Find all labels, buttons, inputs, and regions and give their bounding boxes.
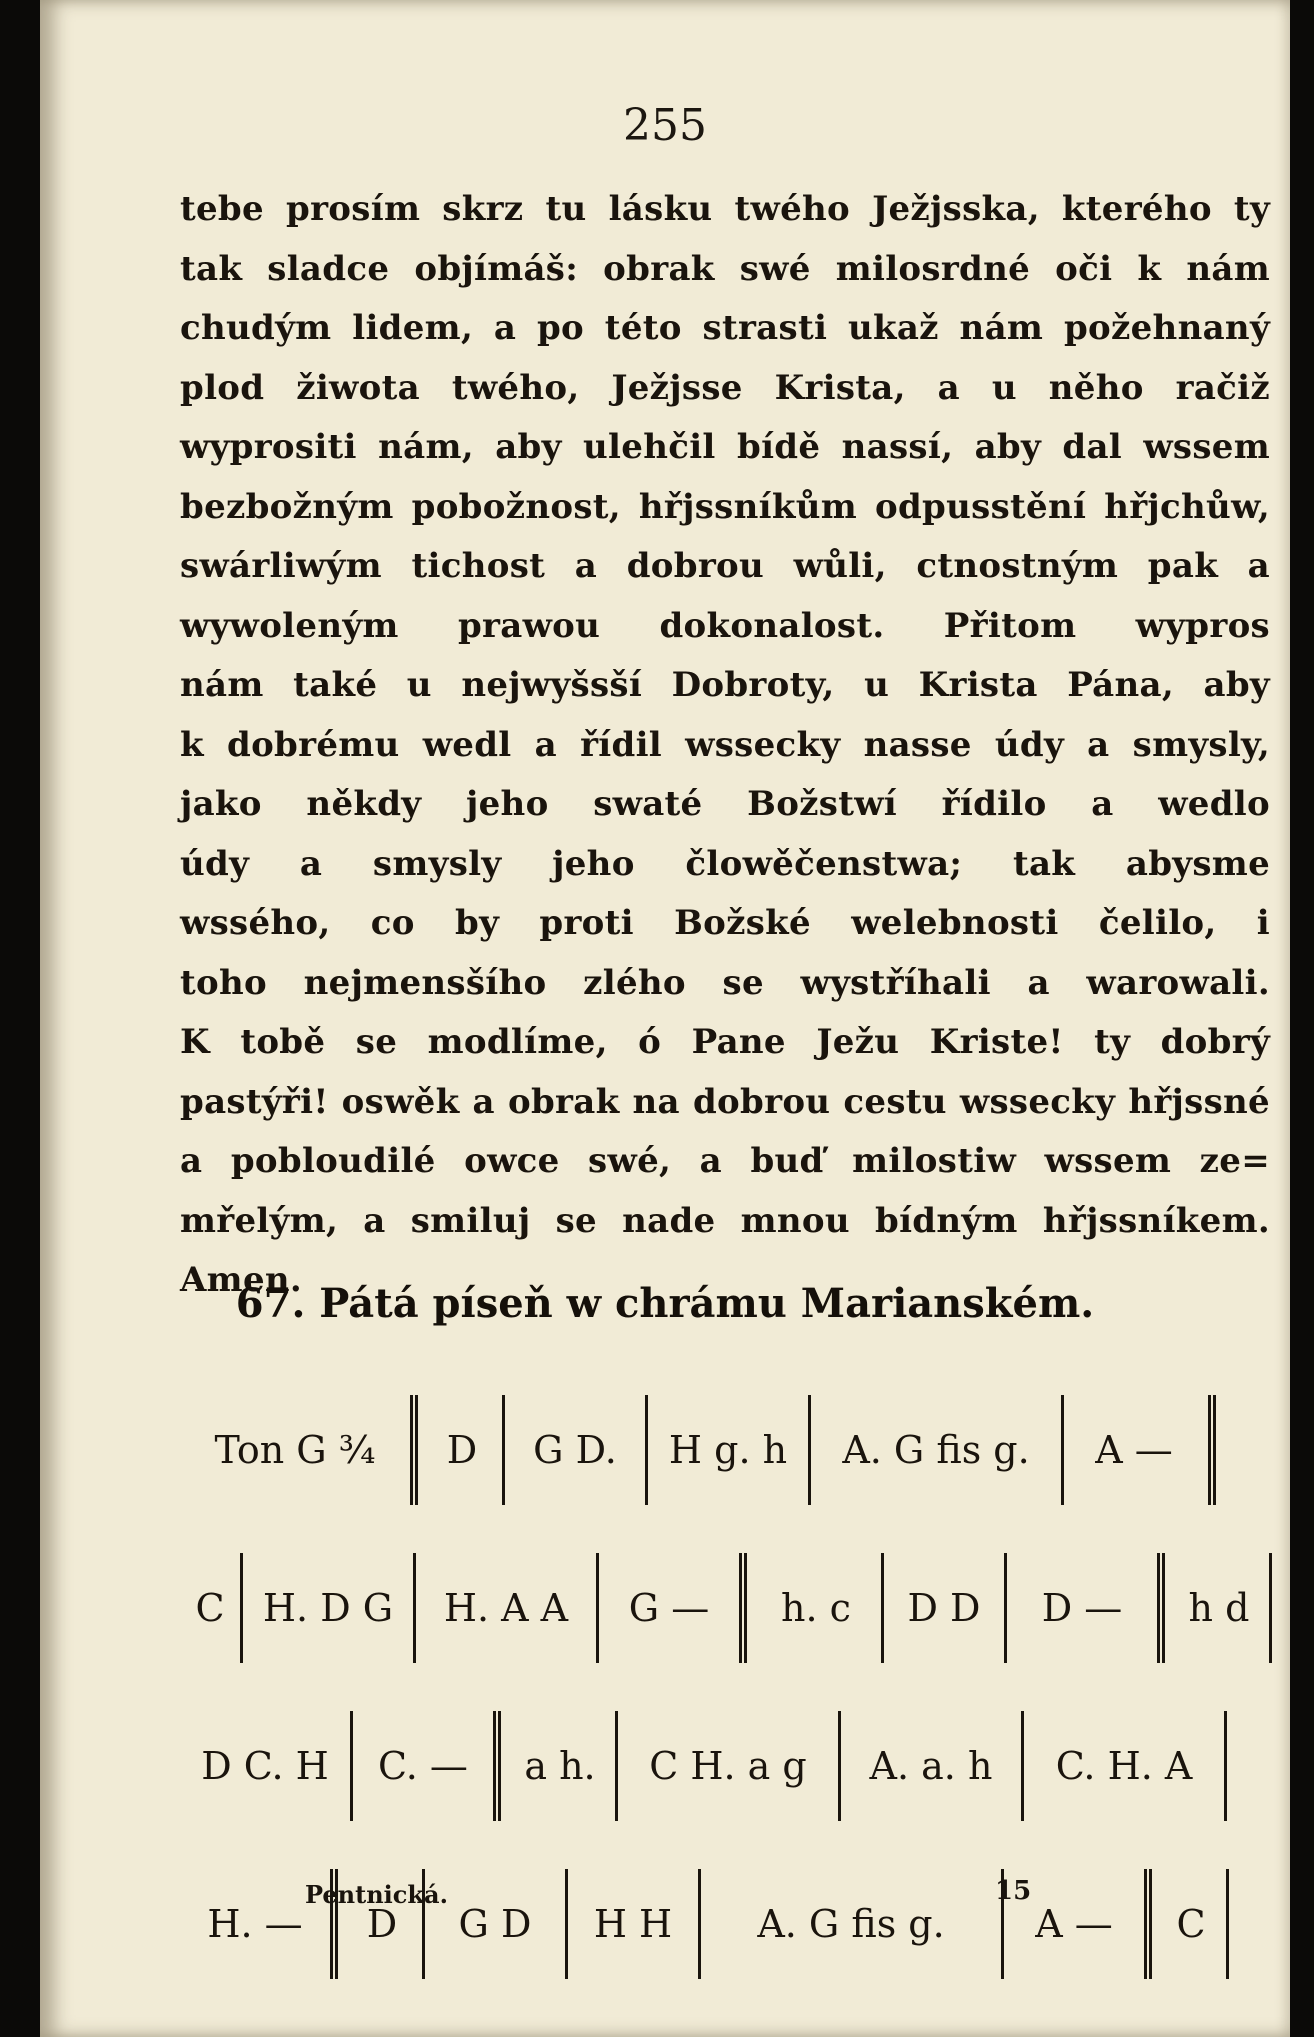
book-page: [40, 0, 1290, 2037]
notation-measure: C H. a g: [615, 1711, 838, 1821]
notation-measure: D: [330, 1869, 422, 1979]
page-number: 255: [623, 100, 707, 151]
notation-measure: A —: [1001, 1869, 1144, 1979]
notation-measure: C: [195, 1586, 225, 1630]
notation-row: [180, 1553, 1300, 1663]
notation-measure: h d: [1157, 1553, 1272, 1663]
notation-measure: A —: [1061, 1395, 1216, 1505]
notation-measure: H g. h: [645, 1395, 808, 1505]
notation-measure: C. H. A: [1021, 1711, 1227, 1821]
text-line: swárliwým tichost a dobrou wůli, ctnostným pak a: [180, 546, 1270, 586]
notation-measure: C. —: [350, 1711, 493, 1821]
text-line: tebe prosím skrz tu lásku twého Ježjsska, kterého ty: [180, 189, 1270, 229]
signature-mark: Pentnická.: [305, 1880, 448, 1909]
prayer-text: [180, 180, 1270, 1311]
notation-measure: H. —: [207, 1902, 303, 1946]
notation-measure: A. G fis g.: [698, 1869, 1001, 1979]
hymn-title: 67. Pátá píseň w chrámu Marianském.: [235, 1280, 1095, 1327]
sheet-number: 15: [995, 1876, 1032, 1906]
notation-measure: D —: [1004, 1553, 1157, 1663]
notation-row: [180, 1711, 1300, 1821]
notation-measure: a h.: [493, 1711, 615, 1821]
text-line: k dobrému wedl a řídil wssecky nasse údy a smysly,: [180, 724, 1270, 765]
notation-measure: A. G fis g.: [808, 1395, 1061, 1505]
text-line: wyprositi nám, aby ulehčil bídě nassí, aby dal wssem: [180, 427, 1270, 467]
notation-measure: Ton G ³⁄₄: [214, 1428, 376, 1472]
notation-measure: h. c: [739, 1553, 881, 1663]
text-line: mřelým, a smiluj se nade mnou bídným hřjssníkem.: [180, 1200, 1270, 1241]
music-notation: [180, 1395, 1300, 2027]
text-line: a pobloudilé owce swé, a buď milostiw wssem ze=: [180, 1141, 1270, 1181]
text-line: chudým lidem, a po této strasti ukaž nám požehnaný: [180, 308, 1270, 348]
notation-row: [180, 1395, 1300, 1505]
text-line: pastýři! oswěk a obrak na dobrou cestu wssecky hřjssné: [180, 1081, 1270, 1122]
text-line: jako někdy jeho swaté Božstwí řídilo a wedlo: [180, 784, 1270, 824]
text-line: tak sladce objímáš: obrak swé milosrdné oči k nám: [180, 248, 1270, 289]
text-line: K tobě se modlíme, ó Pane Ježu Kriste! ty dobrý: [180, 1022, 1270, 1062]
notation-measure: G D.: [502, 1395, 645, 1505]
notation-measure: G —: [596, 1553, 739, 1663]
text-line: toho nejmensšího zlého se wystříhali a warowali.: [180, 962, 1270, 1003]
text-line: údy a smysly jeho člowěčenstwa; tak abysme: [180, 843, 1270, 884]
text-line: wywoleným prawou dokonalost. Přitom wypros: [180, 605, 1270, 646]
text-line: nám také u nejwyšsší Dobroty, u Krista Pána, aby: [180, 665, 1270, 705]
text-line: bezbožným pobožnost, hřjssníkům odpusstění hřjchůw,: [180, 486, 1270, 527]
text-line: wssého, co by proti Božské welebnosti čelilo, i: [180, 903, 1270, 943]
notation-measure: H. D G: [240, 1553, 413, 1663]
notation-measure: H. A A: [413, 1553, 596, 1663]
notation-measure: D D: [881, 1553, 1004, 1663]
notation-measure: H H: [565, 1869, 698, 1979]
text-line: Amen.: [180, 1260, 303, 1300]
notation-measure: A. a. h: [838, 1711, 1021, 1821]
notation-measure: D: [410, 1395, 502, 1505]
notation-measure: G D: [422, 1869, 565, 1979]
text-line: plod žiwota twého, Ježjsse Krista, a u něho račiž: [180, 367, 1270, 408]
notation-measure: C: [1144, 1869, 1229, 1979]
notation-measure: D C. H: [201, 1744, 329, 1788]
